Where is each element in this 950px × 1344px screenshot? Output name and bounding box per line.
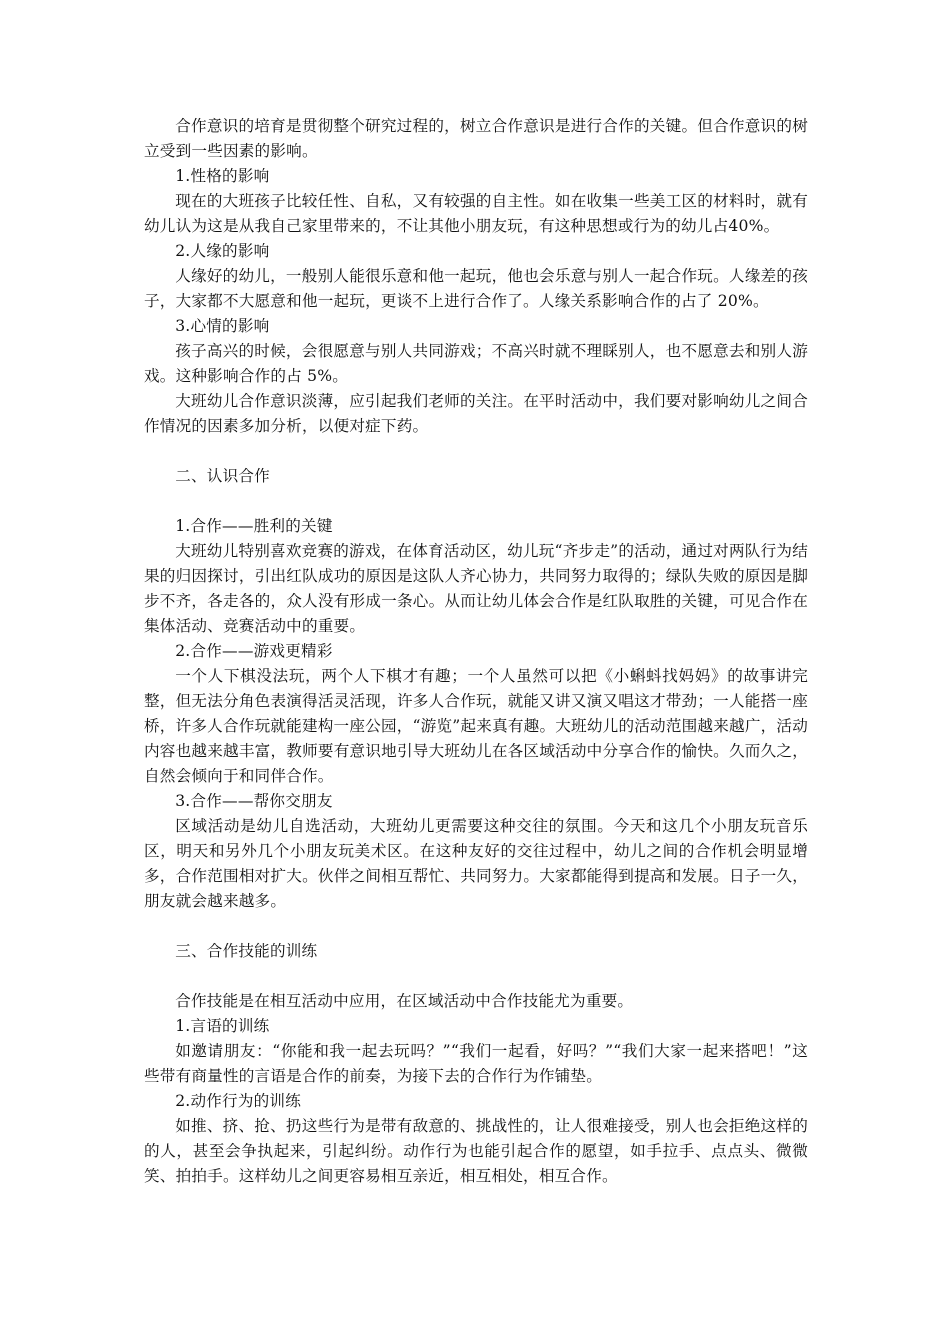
- skills-intro-paragraph: 合作技能是在相互活动中应用，在区域活动中合作技能尤为重要。: [175, 992, 634, 1010]
- section-title-skills-training: 三、合作技能的训练: [175, 942, 318, 960]
- document-page: [144, 114, 808, 1189]
- friends-paragraph: 区域活动是幼儿自选活动，大班幼儿更需要这种交往的氛围。今天和这几个小朋友玩音乐区，明天和另外几个小朋友玩美术区。在这种友好的交往过程中，幼儿之间的合作机会明显增多，合作范围相对扩大。伙伴之间相互帮忙、共同努力。大家都能得到提高和发展。日子一久，朋友就会越来越多。: [144, 817, 808, 910]
- popularity-paragraph: 人缘好的幼儿，一般别人能很乐意和他一起玩，他也会乐意与别人一起合作玩。人缘差的孩子，大家都不大愿意和他一起玩，更谈不上进行合作了。人缘关系影响合作的占了 20%。: [144, 267, 808, 310]
- subheading-games-more-fun: 2.合作——游戏更精彩: [175, 642, 333, 660]
- subheading-action-training: 2.动作行为的训练: [175, 1092, 302, 1110]
- subheading-language-training: 1.言语的训练: [175, 1017, 270, 1035]
- subheading-personality: 1.性格的影响: [175, 167, 270, 185]
- subheading-popularity: 2.人缘的影响: [175, 242, 270, 260]
- intro-paragraph: 合作意识的培育是贯彻整个研究过程的，树立合作意识是进行合作的关键。但合作意识的树立受到一些因素的影响。: [144, 117, 808, 160]
- conclusion-paragraph: 大班幼儿合作意识淡薄，应引起我们老师的关注。在平时活动中，我们要对影响幼儿之间合作情况的因素多加分析，以便对症下药。: [144, 392, 808, 435]
- language-paragraph: 如邀请朋友：“你能和我一起去玩吗？”“我们一起看，好吗？”“我们大家一起来搭吧！”这些带有商量性的言语是合作的前奏，为接下去的合作行为作铺垫。: [144, 1042, 808, 1085]
- subheading-key-to-victory: 1.合作——胜利的关键: [175, 517, 333, 535]
- personality-paragraph: 现在的大班孩子比较任性、自私，又有较强的自主性。如在收集一些美工区的材料时，就有幼儿认为这是从我自己家里带来的，不让其他小朋友玩，有这种思想或行为的幼儿占40%。: [144, 192, 808, 235]
- subheading-mood: 3.心情的影响: [175, 317, 270, 335]
- action-paragraph: 如推、挤、抢、扔这些行为是带有敌意的、挑战性的，让人很难接受，别人也会拒绝这样的的人，甚至会争执起来，引起纠纷。动作行为也能引起合作的愿望，如手拉手、点点头、微微笑、拍拍手。这样幼儿之间更容易相互亲近，相互相处，相互合作。: [144, 1117, 808, 1185]
- victory-paragraph: 大班幼儿特别喜欢竞赛的游戏，在体育活动区，幼儿玩“齐步走”的活动，通过对两队行为结果的归因探讨，引出红队成功的原因是这队人齐心协力，共同努力取得的；绿队失败的原因是脚步不齐，各走各的，众人没有形成一条心。从而让幼儿体会合作是红队取胜的关键，可见合作在集体活动、竞赛活动中的重要。: [144, 542, 808, 635]
- games-paragraph: 一个人下棋没法玩，两个人下棋才有趣；一个人虽然可以把《小蝌蚪找妈妈》的故事讲完整，但无法分角色表演得活灵活现，许多人合作玩，就能又讲又演又唱这才带劲；一人能搭一座桥，许多人合作玩就能建构一座公园，“游览”起来真有趣。大班幼儿的活动范围越来越广，活动内容也越来越丰富，教师要有意识地引导大班幼儿在各区域活动中分享合作的愉快。久而久之，自然会倾向于和同伴合作。: [144, 667, 808, 785]
- mood-paragraph: 孩子高兴的时候，会很愿意与别人共同游戏；不高兴时就不理睬别人，也不愿意去和别人游戏。这种影响合作的占 5%。: [144, 342, 808, 385]
- subheading-make-friends: 3.合作——帮你交朋友: [175, 792, 333, 810]
- section-title-understanding: 二、认识合作: [175, 467, 270, 485]
